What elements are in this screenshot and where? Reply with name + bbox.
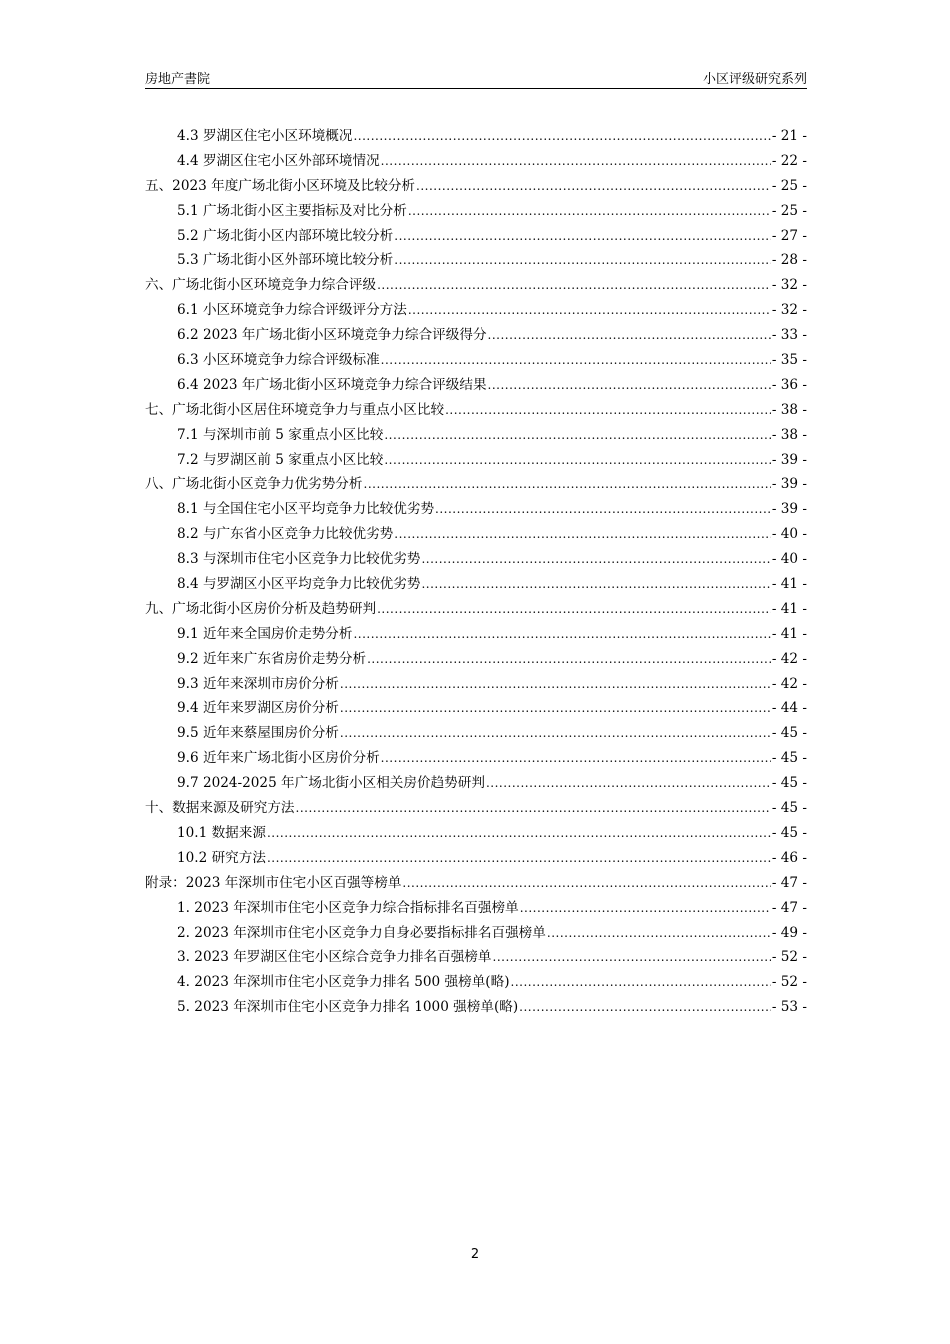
toc-entry-page: - 38 - [771,401,807,418]
toc-entry-page: - 32 - [771,302,807,319]
toc-entry-title: 9.5 近年来蔡屋围房价分析 [177,725,339,742]
toc-dot-leader [296,801,771,815]
toc-dot-leader [408,303,771,317]
toc-entry-page: - 47 - [771,899,807,916]
toc-section-entry[interactable] [145,672,807,697]
toc-dot-leader [421,577,770,591]
toc-entry-title: 6.3 小区环境竞争力综合评级标准 [177,352,380,369]
toc-entry-page: - 32 - [771,277,807,294]
header-left-title: 房地产書院 [145,72,211,87]
toc-entry-page: - 41 - [771,625,807,642]
toc-entry-title: 8.4 与罗湖区小区平均竞争力比较优劣势 [177,576,421,593]
toc-dot-leader [381,154,771,168]
toc-entry-title: 9.3 近年来深圳市房价分析 [177,675,339,692]
toc-section-entry[interactable] [145,448,807,473]
toc-entry-page: - 22 - [771,152,807,169]
toc-dot-leader [267,826,771,840]
toc-dot-leader [488,328,771,342]
toc-entry-page: - 52 - [771,949,807,966]
toc-entry-page: - 45 - [771,775,807,792]
toc-chapter-entry[interactable] [145,597,807,622]
toc-entry-page: - 28 - [771,252,807,269]
toc-entry-title: 10.1 数据来源 [177,824,266,841]
toc-entry-page: - 33 - [771,327,807,344]
toc-section-entry[interactable] [145,348,807,373]
toc-dot-leader [416,179,771,193]
toc-dot-leader [340,677,771,691]
toc-dot-leader [394,527,771,541]
toc-section-entry[interactable] [145,298,807,323]
toc-section-entry[interactable] [145,124,807,149]
toc-entry-title: 4.4 罗湖区住宅小区外部环境情况 [177,152,380,169]
toc-entry-page: - 42 - [771,675,807,692]
toc-entry-page: - 45 - [771,824,807,841]
toc-section-entry[interactable] [145,522,807,547]
toc-entry-title: 4. 2023 年深圳市住宅小区竞争力排名 500 强榜单(略) [177,974,510,991]
toc-entry-page: - 41 - [771,600,807,617]
toc-entry-title: 8.2 与广东省小区竞争力比较优劣势 [177,526,394,543]
toc-entry-page: - 45 - [771,800,807,817]
toc-entry-title: 七、广场北街小区居住环境竞争力与重点小区比较 [145,401,445,418]
toc-entry-page: - 25 - [771,202,807,219]
toc-section-entry[interactable] [145,746,807,771]
toc-entry-page: - 45 - [771,750,807,767]
toc-dot-leader [493,950,771,964]
toc-entry-page: - 53 - [771,999,807,1016]
toc-dot-leader [377,278,771,292]
toc-entry-title: 10.2 研究方法 [177,849,266,866]
toc-section-entry[interactable] [145,224,807,249]
toc-section-entry[interactable] [145,970,807,995]
toc-entry-title: 3. 2023 年罗湖区住宅小区综合竞争力排名百强榜单 [177,949,492,966]
toc-entry-page: - 42 - [771,650,807,667]
toc-section-entry[interactable] [145,995,807,1020]
toc-section-entry[interactable] [145,921,807,946]
toc-entry-title: 8.3 与深圳市住宅小区竞争力比较优劣势 [177,551,421,568]
toc-section-entry[interactable] [145,896,807,921]
toc-dot-leader [353,129,770,143]
toc-chapter-entry[interactable] [145,174,807,199]
toc-dot-leader [364,477,771,491]
toc-section-entry[interactable] [145,846,807,871]
toc-section-entry[interactable] [145,821,807,846]
toc-section-entry[interactable] [145,547,807,572]
toc-entry-page: - 27 - [771,227,807,244]
toc-entry-title: 九、广场北街小区房价分析及趋势研判 [145,600,377,617]
toc-section-entry[interactable] [145,572,807,597]
toc-section-entry[interactable] [145,373,807,398]
toc-dot-leader [519,1000,771,1014]
toc-entry-title: 5. 2023 年深圳市住宅小区竞争力排名 1000 强榜单(略) [177,999,519,1016]
toc-section-entry[interactable] [145,622,807,647]
toc-section-entry[interactable] [145,945,807,970]
toc-section-entry[interactable] [145,323,807,348]
toc-entry-title: 附录：2023 年深圳市住宅小区百强等榜单 [145,874,402,891]
toc-entry-title: 7.2 与罗湖区前 5 家重点小区比较 [177,451,384,468]
toc-dot-leader [520,901,771,915]
table-of-contents [145,124,807,1020]
toc-dot-leader [381,353,771,367]
toc-entry-page: - 39 - [771,501,807,518]
toc-dot-leader [486,776,771,790]
toc-entry-page: - 44 - [771,700,807,717]
toc-entry-title: 1. 2023 年深圳市住宅小区竞争力综合指标排名百强榜单 [177,899,519,916]
page-header [145,66,807,89]
toc-section-entry[interactable] [145,423,807,448]
toc-chapter-entry[interactable] [145,472,807,497]
toc-section-entry[interactable] [145,771,807,796]
toc-entry-title: 9.1 近年来全国房价走势分析 [177,625,353,642]
toc-entry-title: 2. 2023 年深圳市住宅小区竞争力自身必要指标排名百强榜单 [177,924,546,941]
toc-entry-title: 9.7 2024-2025 年广场北街小区相关房价趋势研判 [177,775,485,792]
toc-entry-title: 9.4 近年来罗湖区房价分析 [177,700,339,717]
toc-section-entry[interactable] [145,149,807,174]
toc-dot-leader [384,428,771,442]
toc-entry-page: - 47 - [771,874,807,891]
toc-dot-leader [402,876,770,890]
toc-entry-title: 9.6 近年来广场北街小区房价分析 [177,750,380,767]
toc-dot-leader [511,975,771,989]
toc-entry-page: - 35 - [771,352,807,369]
toc-entry-page: - 41 - [771,576,807,593]
toc-section-entry[interactable] [145,248,807,273]
toc-entry-page: - 52 - [771,974,807,991]
toc-entry-page: - 36 - [771,376,807,393]
toc-entry-page: - 21 - [771,128,807,144]
toc-entry-title: 5.2 广场北街小区内部环境比较分析 [177,227,394,244]
toc-entry-title: 9.2 近年来广东省房价走势分析 [177,650,367,667]
toc-dot-leader [381,751,771,765]
toc-entry-title: 六、广场北街小区环境竞争力综合评级 [145,277,377,294]
toc-dot-leader [394,229,771,243]
toc-dot-leader [408,204,771,218]
toc-entry-title: 6.2 2023 年广场北街小区环境竞争力综合评级得分 [177,327,487,344]
toc-section-entry[interactable] [145,647,807,672]
toc-dot-leader [340,726,771,740]
toc-entry-title: 6.1 小区环境竞争力综合评级评分方法 [177,302,407,319]
toc-section-entry[interactable] [145,696,807,721]
toc-entry-page: - 40 - [771,551,807,568]
toc-dot-leader [384,453,771,467]
toc-entry-title: 4.3 罗湖区住宅小区环境概况 [177,128,353,144]
toc-entry-title: 五、2023 年度广场北街小区环境及比较分析 [145,177,416,194]
toc-chapter-entry[interactable] [145,398,807,423]
toc-section-entry[interactable] [145,199,807,224]
header-right-title: 小区评级研究系列 [702,72,807,87]
toc-entry-title: 5.1 广场北街小区主要指标及对比分析 [177,202,407,219]
toc-dot-leader [353,627,770,641]
toc-entry-page: - 39 - [771,476,807,493]
toc-entry-page: - 40 - [771,526,807,543]
toc-dot-leader [367,652,771,666]
toc-dot-leader [547,926,771,940]
toc-entry-page: - 45 - [771,725,807,742]
toc-dot-leader [445,403,771,417]
toc-entry-page: - 39 - [771,451,807,468]
toc-dot-leader [267,851,771,865]
toc-entry-page: - 49 - [771,924,807,941]
toc-entry-title: 8.1 与全国住宅小区平均竞争力比较优劣势 [177,501,435,518]
toc-chapter-entry[interactable] [145,273,807,298]
toc-entry-page: - 38 - [771,426,807,443]
toc-section-entry[interactable] [145,721,807,746]
toc-entry-title: 6.4 2023 年广场北街小区环境竞争力综合评级结果 [177,376,487,393]
toc-dot-leader [421,552,770,566]
toc-dot-leader [340,701,771,715]
toc-dot-leader [377,602,771,616]
toc-dot-leader [394,253,771,267]
toc-entry-title: 5.3 广场北街小区外部环境比较分析 [177,252,394,269]
toc-dot-leader [488,378,771,392]
toc-entry-title: 八、广场北街小区竞争力优劣势分析 [145,476,363,493]
toc-dot-leader [435,502,771,516]
toc-entry-page: - 25 - [771,177,807,194]
toc-entry-page: - 46 - [771,849,807,866]
toc-entry-title: 7.1 与深圳市前 5 家重点小区比较 [177,426,384,443]
toc-chapter-entry[interactable] [145,796,807,821]
toc-section-entry[interactable] [145,497,807,522]
toc-chapter-entry[interactable] [145,871,807,896]
toc-entry-title: 十、数据来源及研究方法 [145,800,295,817]
page-number: 2 [470,1247,480,1262]
